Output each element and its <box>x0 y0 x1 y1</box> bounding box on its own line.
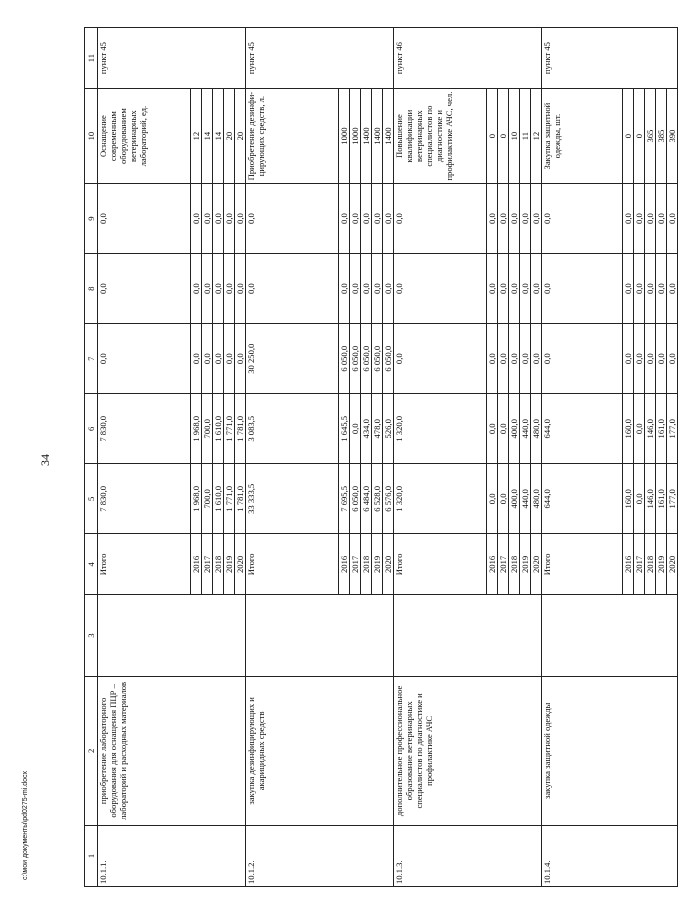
value-v6: 478,0 <box>372 394 383 464</box>
year-cell: 2019 <box>656 534 667 595</box>
value-v8: 0,0 <box>623 254 634 324</box>
value-v7: 6 050,0 <box>372 324 383 394</box>
value-v9: 0,0 <box>645 184 656 254</box>
col-header-8: 8 <box>85 254 98 324</box>
year-cell: 2019 <box>372 534 383 595</box>
year-cell: 2020 <box>531 534 542 595</box>
col-header-9: 9 <box>85 184 98 254</box>
value-v10: 12 <box>191 89 202 184</box>
col-header-11: 11 <box>85 28 98 89</box>
value-v6: 526,0 <box>383 394 394 464</box>
item-code: 10.1.1. <box>98 825 246 886</box>
value-v6: 161,0 <box>656 394 667 464</box>
value-v7: 0,0 <box>531 324 542 394</box>
value-v8: 0,0 <box>520 254 531 324</box>
year-cell: 2020 <box>383 534 394 595</box>
value-v7: 0,0 <box>667 324 678 394</box>
value-v9: 0,0 <box>623 184 634 254</box>
year-cell: 2018 <box>361 534 372 595</box>
year-cell: 2020 <box>235 534 246 595</box>
value-v9: 0,0 <box>361 184 372 254</box>
value-v9: 0,0 <box>339 184 350 254</box>
value-v7: 0,0 <box>224 324 235 394</box>
value-v10: 14 <box>213 89 224 184</box>
value-v9: 0,0 <box>235 184 246 254</box>
year-cell: 2017 <box>634 534 645 595</box>
value-v8: 0,0 <box>361 254 372 324</box>
program-table <box>84 27 678 887</box>
value-v8: 0,0 <box>656 254 667 324</box>
value-v10: 0 <box>487 89 498 184</box>
rotated-table-container <box>84 27 677 887</box>
value-v10: 0 <box>634 89 645 184</box>
value-v6: 0,0 <box>350 394 361 464</box>
value-v5: 177,0 <box>667 464 678 534</box>
total-v7: 30 250,0 <box>246 324 339 394</box>
value-v6: 177,0 <box>667 394 678 464</box>
value-v6: 0,0 <box>487 394 498 464</box>
value-v10: 12 <box>531 89 542 184</box>
value-v7: 0,0 <box>487 324 498 394</box>
value-v9: 0,0 <box>350 184 361 254</box>
value-v6: 1 781,0 <box>235 394 246 464</box>
indicator-name: Приобретение дезинфи-цирующих средств, л. <box>246 89 339 184</box>
value-v9: 0,0 <box>520 184 531 254</box>
value-v7: 0,0 <box>634 324 645 394</box>
year-cell: 2019 <box>224 534 235 595</box>
value-v9: 0,0 <box>383 184 394 254</box>
value-v5: 0,0 <box>634 464 645 534</box>
value-v10: 10 <box>509 89 520 184</box>
col-header-10: 10 <box>85 89 98 184</box>
value-v5: 161,0 <box>656 464 667 534</box>
value-v8: 0,0 <box>202 254 213 324</box>
indicator-name: Оснащение современным оборудованием ветеринарных лабораторий, ед. <box>98 89 191 184</box>
value-v9: 0,0 <box>531 184 542 254</box>
value-v8: 0,0 <box>191 254 202 324</box>
total-label: Итого <box>394 534 487 595</box>
col-header-3: 3 <box>85 595 98 676</box>
col-header-6: 6 <box>85 394 98 464</box>
total-v8: 0,0 <box>98 254 191 324</box>
value-v8: 0,0 <box>487 254 498 324</box>
year-cell: 2019 <box>520 534 531 595</box>
item-name: закупка защитной одежды <box>542 676 678 825</box>
value-v5: 6 050,0 <box>350 464 361 534</box>
total-v7: 0,0 <box>98 324 191 394</box>
value-v5: 6 576,0 <box>383 464 394 534</box>
total-v6: 7 830,0 <box>98 394 191 464</box>
year-cell: 2016 <box>487 534 498 595</box>
value-v9: 0,0 <box>667 184 678 254</box>
value-v6: 1 968,0 <box>191 394 202 464</box>
value-v7: 0,0 <box>235 324 246 394</box>
section-total-row <box>98 28 191 887</box>
value-v7: 0,0 <box>656 324 667 394</box>
total-v6: 3 083,5 <box>246 394 339 464</box>
value-v5: 1 781,0 <box>235 464 246 534</box>
total-label: Итого <box>98 534 191 595</box>
value-v10: 20 <box>224 89 235 184</box>
value-v5: 160,0 <box>623 464 634 534</box>
total-v5: 7 830,0 <box>98 464 191 534</box>
total-v8: 0,0 <box>542 254 623 324</box>
value-v6: 700,0 <box>202 394 213 464</box>
reference: пункт 45 <box>98 28 246 89</box>
value-v10: 1400 <box>383 89 394 184</box>
item-code: 10.1.2. <box>246 825 394 886</box>
value-v10: 14 <box>202 89 213 184</box>
item-code: 10.1.3. <box>394 825 542 886</box>
value-v7: 0,0 <box>213 324 224 394</box>
header-row <box>85 28 98 887</box>
year-cell: 2017 <box>498 534 509 595</box>
section-total-row <box>246 28 339 887</box>
value-v5: 6 528,0 <box>372 464 383 534</box>
value-v6: 400,0 <box>509 394 520 464</box>
total-v8: 0,0 <box>394 254 487 324</box>
value-v7: 6 050,0 <box>383 324 394 394</box>
year-cell: 2018 <box>509 534 520 595</box>
value-v8: 0,0 <box>235 254 246 324</box>
value-v6: 434,0 <box>361 394 372 464</box>
value-v9: 0,0 <box>224 184 235 254</box>
value-v8: 0,0 <box>531 254 542 324</box>
year-cell: 2018 <box>213 534 224 595</box>
value-v6: 1 645,5 <box>339 394 350 464</box>
value-v7: 0,0 <box>202 324 213 394</box>
total-v5: 644,0 <box>542 464 623 534</box>
indicator-name: Повышение квалификации ветеринарных специалистов по диагностике и профилактике АЧС, чел. <box>394 89 487 184</box>
col3-empty <box>246 595 394 676</box>
value-v5: 146,0 <box>645 464 656 534</box>
value-v10: 365 <box>645 89 656 184</box>
total-v6: 644,0 <box>542 394 623 464</box>
value-v6: 1 771,0 <box>224 394 235 464</box>
value-v9: 0,0 <box>509 184 520 254</box>
total-v9: 0,0 <box>98 184 191 254</box>
value-v9: 0,0 <box>202 184 213 254</box>
value-v5: 0,0 <box>487 464 498 534</box>
value-v8: 0,0 <box>372 254 383 324</box>
item-name: дополнительное профессиональное образование ветеринарных специалистов по диагностике и профилактике АЧС <box>394 676 542 825</box>
value-v9: 0,0 <box>498 184 509 254</box>
col-header-4: 4 <box>85 534 98 595</box>
value-v10: 1400 <box>361 89 372 184</box>
value-v5: 6 484,0 <box>361 464 372 534</box>
value-v7: 0,0 <box>623 324 634 394</box>
value-v5: 1 771,0 <box>224 464 235 534</box>
value-v7: 0,0 <box>645 324 656 394</box>
item-name: закупка дезинфицирующих и акарицидных средств <box>246 676 394 825</box>
total-label: Итого <box>542 534 623 595</box>
value-v10: 11 <box>520 89 531 184</box>
total-v7: 0,0 <box>394 324 487 394</box>
value-v8: 0,0 <box>509 254 520 324</box>
total-v7: 0,0 <box>542 324 623 394</box>
value-v8: 0,0 <box>224 254 235 324</box>
value-v10: 385 <box>656 89 667 184</box>
col-header-5: 5 <box>85 464 98 534</box>
value-v10: 0 <box>498 89 509 184</box>
col-header-1: 1 <box>85 825 98 886</box>
value-v6: 146,0 <box>645 394 656 464</box>
value-v7: 0,0 <box>191 324 202 394</box>
total-v5: 33 333,5 <box>246 464 339 534</box>
year-cell: 2016 <box>623 534 634 595</box>
col3-empty <box>542 595 678 676</box>
col3-empty <box>98 595 246 676</box>
indicator-name: Закупка защитной одежды, шт. <box>542 89 623 184</box>
total-v9: 0,0 <box>394 184 487 254</box>
value-v5: 1 968,0 <box>191 464 202 534</box>
value-v7: 0,0 <box>509 324 520 394</box>
value-v6: 480,0 <box>531 394 542 464</box>
total-v5: 1 320,0 <box>394 464 487 534</box>
value-v5: 0,0 <box>498 464 509 534</box>
value-v10: 1400 <box>372 89 383 184</box>
value-v5: 440,0 <box>520 464 531 534</box>
value-v8: 0,0 <box>213 254 224 324</box>
value-v6: 440,0 <box>520 394 531 464</box>
value-v5: 480,0 <box>531 464 542 534</box>
value-v10: 390 <box>667 89 678 184</box>
value-v10: 1000 <box>339 89 350 184</box>
value-v5: 7 695,5 <box>339 464 350 534</box>
value-v6: 1 610,0 <box>213 394 224 464</box>
col3-empty <box>394 595 542 676</box>
value-v10: 0 <box>623 89 634 184</box>
col-header-7: 7 <box>85 324 98 394</box>
value-v8: 0,0 <box>667 254 678 324</box>
year-cell: 2017 <box>202 534 213 595</box>
col-header-2: 2 <box>85 676 98 825</box>
value-v8: 0,0 <box>634 254 645 324</box>
value-v7: 6 050,0 <box>350 324 361 394</box>
value-v8: 0,0 <box>498 254 509 324</box>
year-cell: 2018 <box>645 534 656 595</box>
reference: пункт 45 <box>542 28 678 89</box>
value-v5: 700,0 <box>202 464 213 534</box>
value-v10: 20 <box>235 89 246 184</box>
total-label: Итого <box>246 534 339 595</box>
year-cell: 2016 <box>191 534 202 595</box>
reference: пункт 45 <box>246 28 394 89</box>
footer-path: c:\мои документы\pd0275-mi.docx <box>22 770 29 880</box>
value-v7: 0,0 <box>498 324 509 394</box>
year-cell: 2020 <box>667 534 678 595</box>
total-v6: 1 320,0 <box>394 394 487 464</box>
section-total-row <box>394 28 487 887</box>
value-v9: 0,0 <box>656 184 667 254</box>
table-body <box>98 28 678 887</box>
reference: пункт 46 <box>394 28 542 89</box>
value-v7: 6 050,0 <box>339 324 350 394</box>
value-v6: 160,0 <box>623 394 634 464</box>
section-total-row <box>542 28 623 887</box>
item-name: приобретение лабораторного оборудования для оснащения ПЦР – лабораторий и расходных материалов <box>98 676 246 825</box>
page-number: 34 <box>38 454 52 466</box>
value-v5: 1 610,0 <box>213 464 224 534</box>
total-v9: 0,0 <box>246 184 339 254</box>
value-v9: 0,0 <box>191 184 202 254</box>
year-cell: 2016 <box>339 534 350 595</box>
total-v8: 0,0 <box>246 254 339 324</box>
item-code: 10.1.4. <box>542 825 678 886</box>
value-v9: 0,0 <box>487 184 498 254</box>
value-v6: 0,0 <box>634 394 645 464</box>
value-v5: 400,0 <box>509 464 520 534</box>
value-v8: 0,0 <box>350 254 361 324</box>
value-v6: 0,0 <box>498 394 509 464</box>
value-v7: 6 050,0 <box>361 324 372 394</box>
value-v10: 1000 <box>350 89 361 184</box>
value-v8: 0,0 <box>383 254 394 324</box>
value-v8: 0,0 <box>645 254 656 324</box>
total-v9: 0,0 <box>542 184 623 254</box>
value-v8: 0,0 <box>339 254 350 324</box>
value-v9: 0,0 <box>213 184 224 254</box>
value-v9: 0,0 <box>372 184 383 254</box>
year-cell: 2017 <box>350 534 361 595</box>
value-v7: 0,0 <box>520 324 531 394</box>
value-v9: 0,0 <box>634 184 645 254</box>
